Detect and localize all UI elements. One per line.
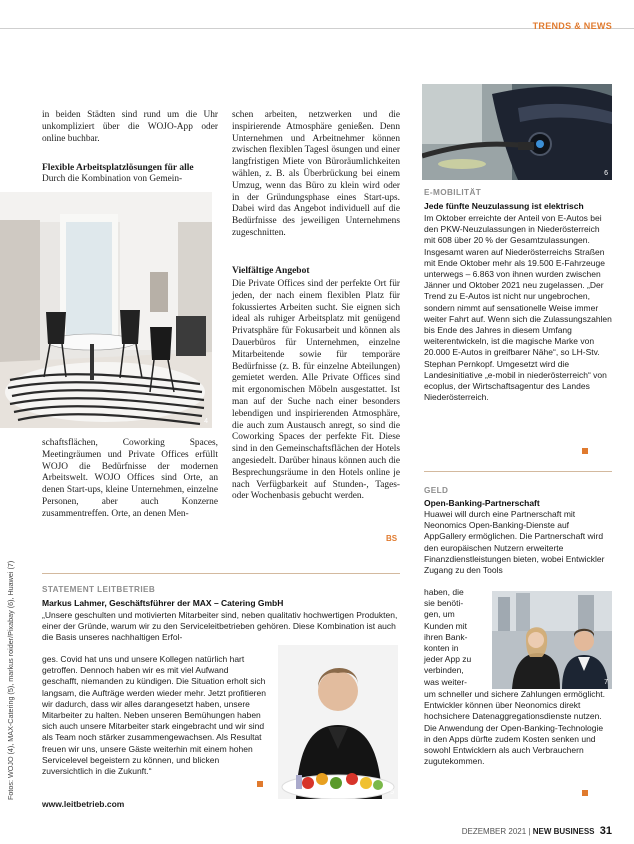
end-mark [582,790,588,796]
emob-body-text: Im Oktober erreichte der Anteil von E-Autos bei den PKW-Neuzulassungen in Niederösterreich mit 608 über 20 % der Gesamtzulassungen. Insgesamt waren auf Niederösterreichs Straßen mit Ende Oktober mehr als 19.500 E-Fahrzeuge unterwegs – 6.863 von ihnen wurden zwischen Jänner und Oktober 2021 neu zugelassen. „Der Trend zu E-Autos ist nicht nur ungebrochen, sondern nimmt auf sensationelle Weise immer weiter Fahrt auf. Wenn sich die Zulassungszahlen bis Ende des Jahres in diesem Umfang weiterentwickeln, ist die magische Marke von 20.000 E-Autos in greifbarer Nähe“, so LH-Stv. Stephan Pernkopf. Umgesetzt wird die Landesinitiative „e-mobil in niederösterreich“ von ecoplus, der Wirtschaftsagentur des Landes Niederösterreich. [424,213,612,403]
people-photo [492,591,612,689]
statement-link[interactable]: www.leitbetrieb.com [42,799,125,809]
article-col2-body: Die Private Offices sind der perfekte Ort für jeden, der nach einem flexiblen Platz für fokussiertes Arbeiten sucht. Sie eignen sich ideal als ruhiger Arbeitsplatz mit genügend Privatsphäre für Fokusarbeit und können als Dauerbüros für Unternehmen, einzelne Mitarbeitende sowie für temporäre Bedürfnisse (z. B. für einzelne Abteilungen) gemietet werden. Alle Private Offices sind mit ergonomischen Möbeln ausgestattet. Ist man auf der Suche nach einer besonders lebendigen und inspirierenden Atmosphäre, die auch zum Austausch anregt, so sind die Coworking Spaces der perfekte Fit. Diese sind in den Gemeinschaftsflächen der Hotels angesiedelt. Darüber hinaus können auch die Besprechungsräume in den Hotels online je nach Verfügbarkeit auf Stunden-, Tages- oder Wochenbasis gebucht werden. [232,279,400,502]
footer-separator: | [528,827,531,836]
geld-headline: Open-Banking-Partnerschaft [424,498,540,508]
emob-kicker: E-MOBILITÄT [424,188,482,197]
geld-line: gen, um [424,609,455,620]
emob-headline: Jede fünfte Neuzulassung ist elektrisch [424,201,584,211]
ecar-photo-illustration [422,84,612,180]
article-col2-subhead: Vielfältige Angebot [232,266,310,276]
ecar-photo [422,84,612,180]
footer-magazine: NEW BUSINESS [532,827,595,836]
geld-kicker: GELD [424,486,449,495]
geld-body-narrow [424,587,490,688]
statement-kicker: STATEMENT LEITBETRIEB [42,585,156,594]
geld-line: jeder App zu [424,654,472,665]
geld-line: sie benöti- [424,598,464,609]
photo-number-4: 4 [204,418,208,425]
chef-photo-illustration [278,645,398,799]
geld-line: was weiter- [424,676,467,687]
article-col1-subtext: Durch die Kombination von Gemein- [42,174,183,184]
footer-issue: DEZEMBER 2021 [461,827,527,836]
end-mark [582,448,588,454]
statement-rule [42,573,400,574]
page-number: 31 [599,825,612,837]
page-footer [462,825,612,837]
photo-number-7: 7 [604,679,608,686]
office-photo [0,192,212,428]
geld-line: verbinden, [424,665,464,676]
statement-body: ges. Covid hat uns und unsere Kollegen natürlich hart getroffen. Dennoch haben wir es mit viel Aufwand geschafft, niemanden zu kündigen. Die Situation erholt sich langsam, die Aufträge werden wieder mehr. Jetzt profitieren wir dadurch, dass wir alles darangesetzt haben, unsere Mitarbeiter zu halten. Neben unseren Bemühungen haben sich auch unsere Mitarbeiter stark eingebracht und wir sind als Team noch stärker zusammengewachsen. Als Resultat freuen wir uns, unsere Gäste weiterhin mit einem hohen Servicelevel begeistern zu können, und blicken zuversichtlich in die Zukunft.“ [42,654,266,777]
article-col1-subhead: Flexible Arbeitsplatzlösungen für alle [42,163,194,173]
section-label: TRENDS & NEWS [532,21,612,31]
geld-line: konten in [424,643,459,654]
sidebar-rule [424,471,612,472]
geld-line: ihren Bank- [424,631,468,642]
geld-body-end [424,689,612,767]
emob-body [424,213,612,403]
statement-intro: „Unsere geschulten und motivierten Mitarbeiter sind, neben qualitativ hochwertigen Produkten, einer der Gründe, warum wir zu den Serviceleitbetrieben gehören. Diese Kombination ist auch die Basis unseres nachhaltigen Erfol- [42,610,398,643]
photo-credit: Fotos: WOJO (4), MAX-Catering (5), markus roider/Pixabay (6), Huawei (7) [6,560,15,800]
photo-number-6: 6 [604,170,608,177]
article-col1-bottom: schaftsflächen, Coworking Spaces, Meetingräumen und Private Offices erfüllt WOJO die Bedürfnisse der modernen Arbeitswelt. WOJO Offices sind Orte, an denen Start-ups, kleine Unternehmen, einzelne Personen, aber auch Konzerne zusammentreffen. Orte, an denen Men- [42,438,218,519]
geld-body-end-text: um schneller und sichere Zahlungen ermöglicht. Entwickler können über Neonomics direkt hochsichere Datenaggregationsdienste nutzen. Die Anwendung der Open-Banking-Technologie in den Apps dürfte zudem Kosten senken und sowohl Entwicklern als auch Verbrauchern zugutekommen. [424,689,605,767]
statement-author: Markus Lahmer, Geschäftsführer der MAX – Catering GmbH [42,598,284,608]
article-col2-top: schen arbeiten, netzwerken und die inspirierende Atmosphäre genießen. Denn Unternehmen und Arbeitnehmer können zwischen flexiblen Tagesl ösungen und einer langfristigen Miete von Büroräumlichkeiten wählen, z. B. als Überbrückung bei einem Umzug, wenn das Büro zu klein wird oder in der Gründungsphase eines Start-ups. Dabei wird das Angebot individuell auf die Bedürfnisse des jeweiligen Unternehmens zugeschnitten. [232,110,400,238]
geld-line: haben, die [424,587,464,597]
photo-number-5: 5 [390,789,394,796]
geld-line: Kunden mit [424,620,467,631]
geld-body-top: Huawei will durch eine Partnerschaft mit Neonomics Open-Banking-Dienste auf AppGallery ermöglichen. Die Partnerschaft wird den europäischen Nutzern erweiterte Finanzdienstleistungen bieten, wobei Entwickler Zugang zu den Tools [424,509,605,576]
people-photo-illustration [492,591,612,689]
article-signature: BS [386,534,398,543]
office-photo-illustration [0,192,212,428]
chef-photo [278,645,398,799]
article-col1-top: in beiden Städten sind rund um die Uhr unkompliziert über die WOJO-App oder online buchbar. [42,110,218,144]
end-mark [257,781,263,787]
